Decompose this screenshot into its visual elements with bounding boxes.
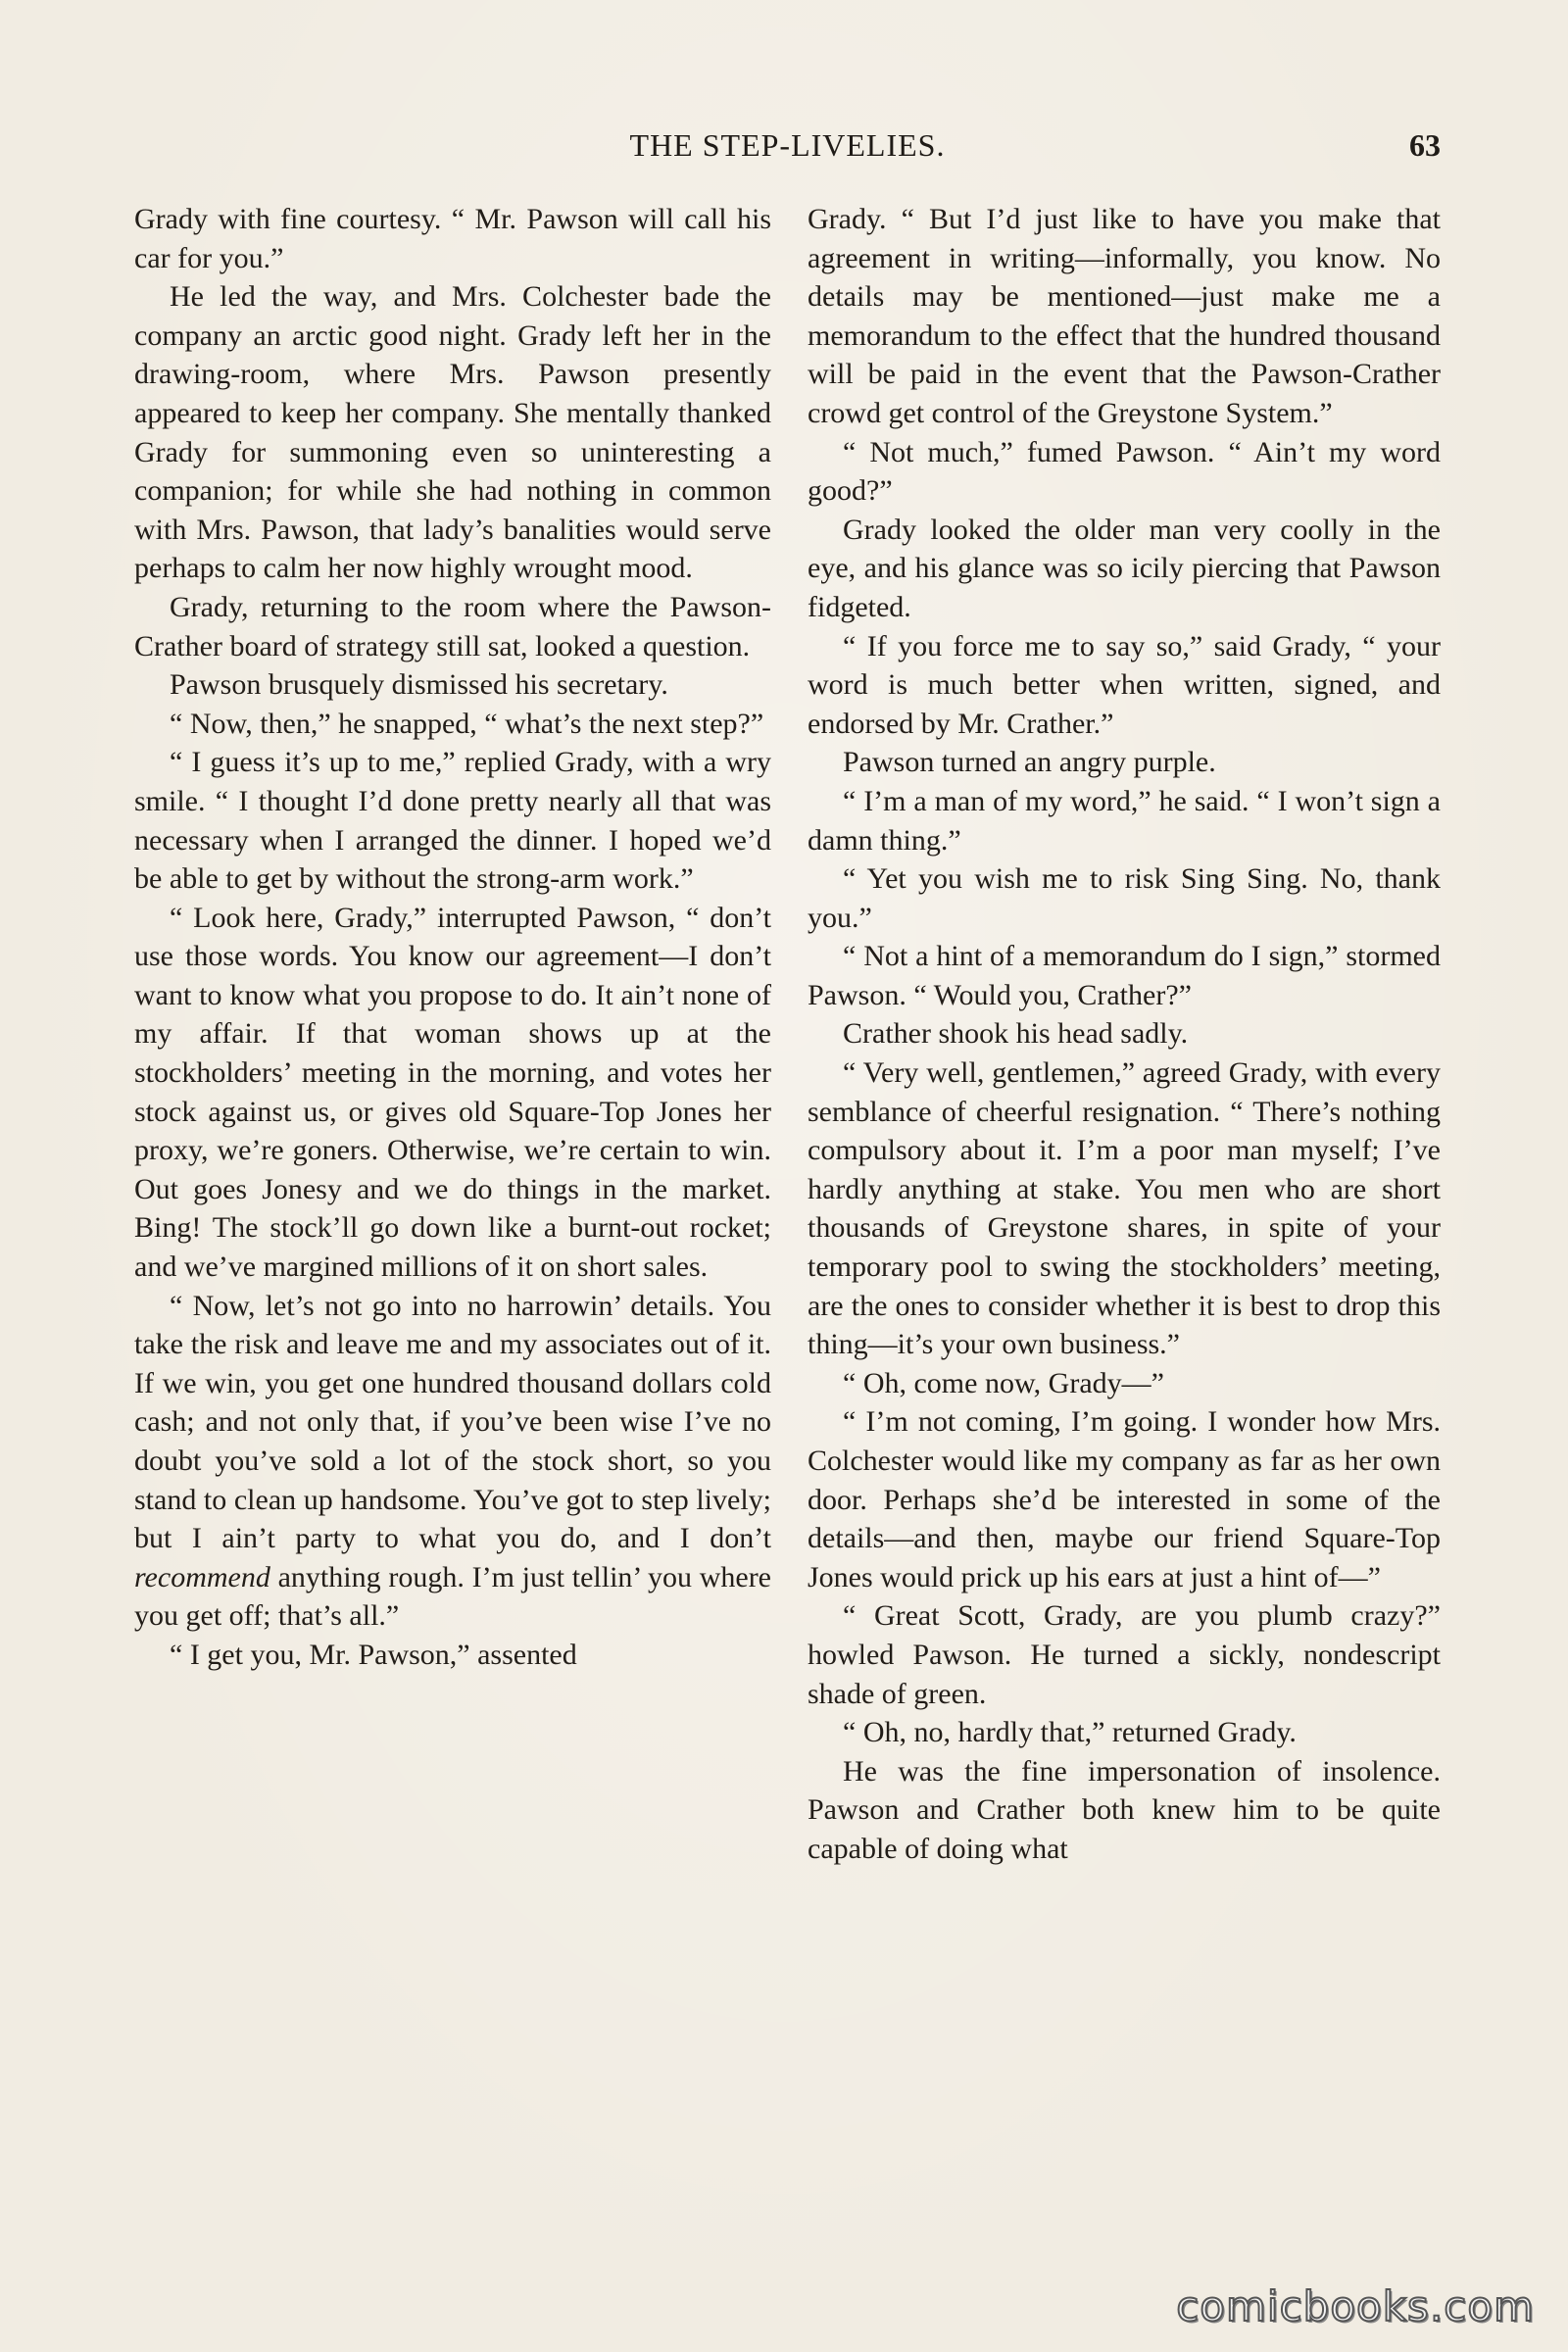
paragraph-text: anything rough. I’m just tellin’ you where you get off; that’s all.” xyxy=(134,1560,771,1633)
paragraph: “ Oh, no, hardly that,” returned Grady. xyxy=(843,1716,1297,1749)
running-title: THE STEP-LIVELIES. xyxy=(629,127,946,163)
right-column xyxy=(808,200,1441,1869)
paragraph: Pawson turned an angry purple. xyxy=(843,746,1216,779)
paragraph: “ Yet you wish me to risk Sing Sing. No, thank you.” xyxy=(808,862,1441,934)
paragraph: Grady with fine courtesy. “ Mr. Pawson will call his car for you.” xyxy=(134,203,771,274)
left-column xyxy=(134,200,771,1675)
paragraph: Grady, returning to the room where the Pawson-Crather board of strategy still sat, looked a question. xyxy=(134,590,771,662)
paragraph xyxy=(134,1287,771,1636)
paragraph: “ Not much,” fumed Pawson. “ Ain’t my word good?” xyxy=(808,435,1441,508)
paragraph: “ I’m not coming, I’m going. I wonder how Mrs. Colchester would like my company as far as her own door. Perhaps she’d be interested in some of the details—and then, maybe our friend Square-Top Jones would prick up his ears at just a hint of—” xyxy=(808,1405,1441,1593)
paragraph: He was the fine impersonation of insolence. Pawson and Crather both knew him to be quite capable of doing what xyxy=(808,1754,1441,1865)
watermark: comicbooks.com xyxy=(1176,2282,1535,2330)
paragraph: Crather shook his head sadly. xyxy=(843,1017,1189,1051)
paragraph: “ I’m a man of my word,” he said. “ I won’t sign a damn thing.” xyxy=(808,784,1441,857)
page-number: 63 xyxy=(1409,127,1441,163)
paragraph: Grady looked the older man very coolly in the eye, and his glance was so icily piercing that Pawson fidgeted. xyxy=(808,513,1441,623)
paragraph: “ Very well, gentlemen,” agreed Grady, with every semblance of cheerful resignation. “ There’s nothing compulsory about it. I’m a poor man myself; I’ve hardly anything at stake. You men who are short thousands of Greystone shares, in spite of your temporary pool to swing the stockholders’ meeting, are the ones to consider whether it is best to drop this thing—it’s your own business.” xyxy=(808,1056,1441,1361)
paragraph: Pawson brusquely dismissed his secretary. xyxy=(170,668,668,702)
paragraph: “ Not a hint of a memorandum do I sign,” stormed Pawson. “ Would you, Crather?” xyxy=(808,940,1441,1011)
paragraph: He led the way, and Mrs. Colchester bade the company an arctic good night. Grady left her in the drawing-room, where Mrs. Pawson presently appeared to keep her company. She mentally thanked Grady for summoning even so uninteresting a companion; for while she had nothing in common with Mrs. Pawson, that lady’s banalities would serve perhaps to calm her now highly wrought mood. xyxy=(134,280,771,585)
emphasis-text: recommend xyxy=(134,1560,270,1593)
paragraph: “ Look here, Grady,” interrupted Pawson, “ don’t use those words. You know our agreement—I don’t want to know what you propose to do. It ain’t none of my affair. If that woman shows up at the stockholders’ meeting in the morning, and votes her stock against us, or gives old Square-Top Jones her proxy, we’re goners. Otherwise, we’re certain to win. Out goes Jonesy and we do things in the market. Bing! The stock’ll go down like a burnt-out rocket; and we’ve margined millions of it on short sales. xyxy=(134,901,771,1284)
paragraph: Grady. “ But I’d just like to have you make that agreement in writing—informally, you know. No details may be mentioned—just make me a memorandum to the effect that the hundred thousand will be paid in the event that the Pawson-Crather crowd get control of the Greystone System.” xyxy=(808,203,1441,429)
paragraph: “ I guess it’s up to me,” replied Grady, with a wry smile. “ I thought I’d done pretty nearly all that was necessary when I arranged the dinner. I hoped we’d be able to get by without the strong-arm work.” xyxy=(134,746,771,896)
paragraph: “ Great Scott, Grady, are you plumb crazy?” howled Pawson. He turned a sickly, nondescript shade of green. xyxy=(808,1599,1441,1710)
paragraph-text: “ Now, let’s not go into no harrowin’ details. You take the risk and leave me and my associates out of it. If we win, you get one hundred thousand dollars cold cash; and not only that, if you’ve been wise I’ve no doubt you’ve sold a lot of the stock short, so you stand to clean up handsome. You’ve got to step lively; but I ain’t party to what you do, and I don’t xyxy=(134,1289,771,1555)
paragraph: “ Oh, come now, Grady—” xyxy=(843,1366,1164,1399)
paragraph: “ Now, then,” he snapped, “ what’s the next step?” xyxy=(170,707,764,740)
paragraph: “ If you force me to say so,” said Grady, “ your word is much better when written, signed, and endorsed by Mr. Crather.” xyxy=(808,629,1441,740)
running-head xyxy=(134,127,1441,176)
paragraph: “ I get you, Mr. Pawson,” assented xyxy=(170,1638,577,1671)
